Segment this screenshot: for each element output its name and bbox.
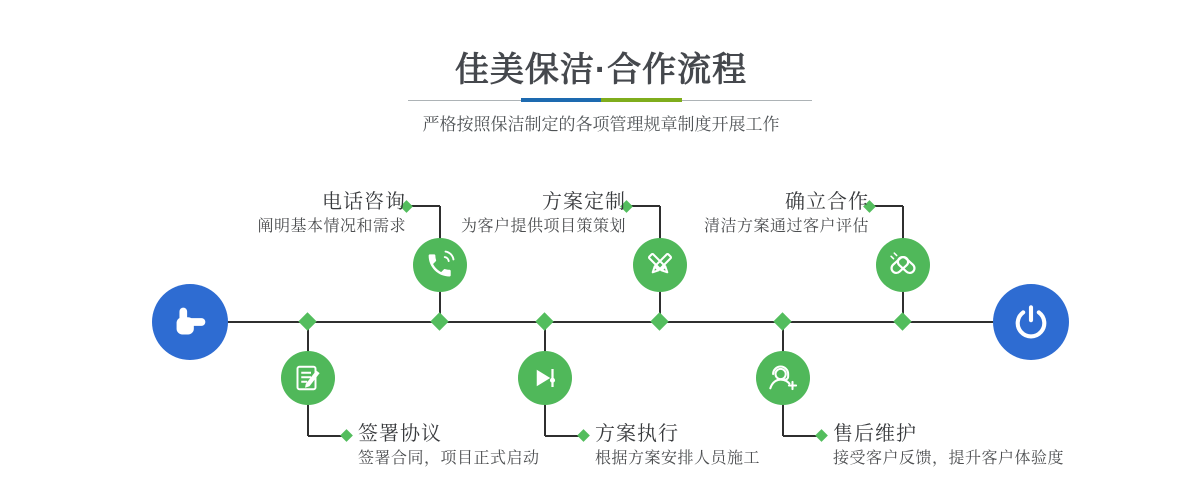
handshake-icon [884,246,922,284]
step-description: 接受客户反馈，提升客户体验度 [833,450,1065,467]
step-label [595,424,760,467]
crossed-pencils-icon [641,246,679,284]
label-diamond-bullet [577,429,590,442]
step-title: 电话咨询 [322,191,406,213]
step-description: 签署合同，项目正式启动 [358,450,540,467]
timeline-node-diamond [650,312,668,330]
step-title: 签署协议 [358,423,442,445]
step-icon-circle [756,351,810,405]
step-title: 方案执行 [595,423,679,445]
step-label [704,192,869,235]
step-description: 为客户提供项目策策划 [460,218,626,235]
step-title: 方案定制 [542,191,626,213]
timeline-node-diamond [298,312,316,330]
play-step-icon [527,360,563,396]
document-pen-icon [290,360,326,396]
power-icon [1009,300,1053,344]
step-icon-circle [413,238,467,292]
phone-icon [421,246,459,284]
step-label [358,424,540,467]
step-label [257,192,406,235]
step-description: 根据方案安排人员施工 [595,450,761,467]
step-icon-circle [876,238,930,292]
timeline-node-diamond [773,312,791,330]
label-diamond-bullet [340,429,353,442]
step-icon-circle [518,351,572,405]
timeline-start-node [152,284,228,360]
step-label [833,424,1064,467]
step-icon-circle [633,238,687,292]
timeline-end-node [993,284,1069,360]
timeline-node-diamond [430,312,448,330]
page-subtitle: 严格按照保洁制定的各项管理规章制度开展工作 [422,115,780,134]
pointing-hand-icon [167,299,213,345]
title-divider-blue-segment [521,98,601,102]
step-label [461,192,626,235]
timeline-node-diamond [893,312,911,330]
step-icon-circle [281,351,335,405]
step-title: 售后维护 [833,423,917,445]
page-title: 佳美保洁·合作流程 [454,51,748,89]
step-description: 清洁方案通过客户评估 [703,218,869,235]
headset-agent-icon [764,359,802,397]
step-description: 阐明基本情况和需求 [257,218,406,235]
title-divider-green-segment [601,98,682,102]
label-diamond-bullet [815,429,828,442]
step-title: 确立合作 [785,191,869,213]
timeline-node-diamond [535,312,553,330]
